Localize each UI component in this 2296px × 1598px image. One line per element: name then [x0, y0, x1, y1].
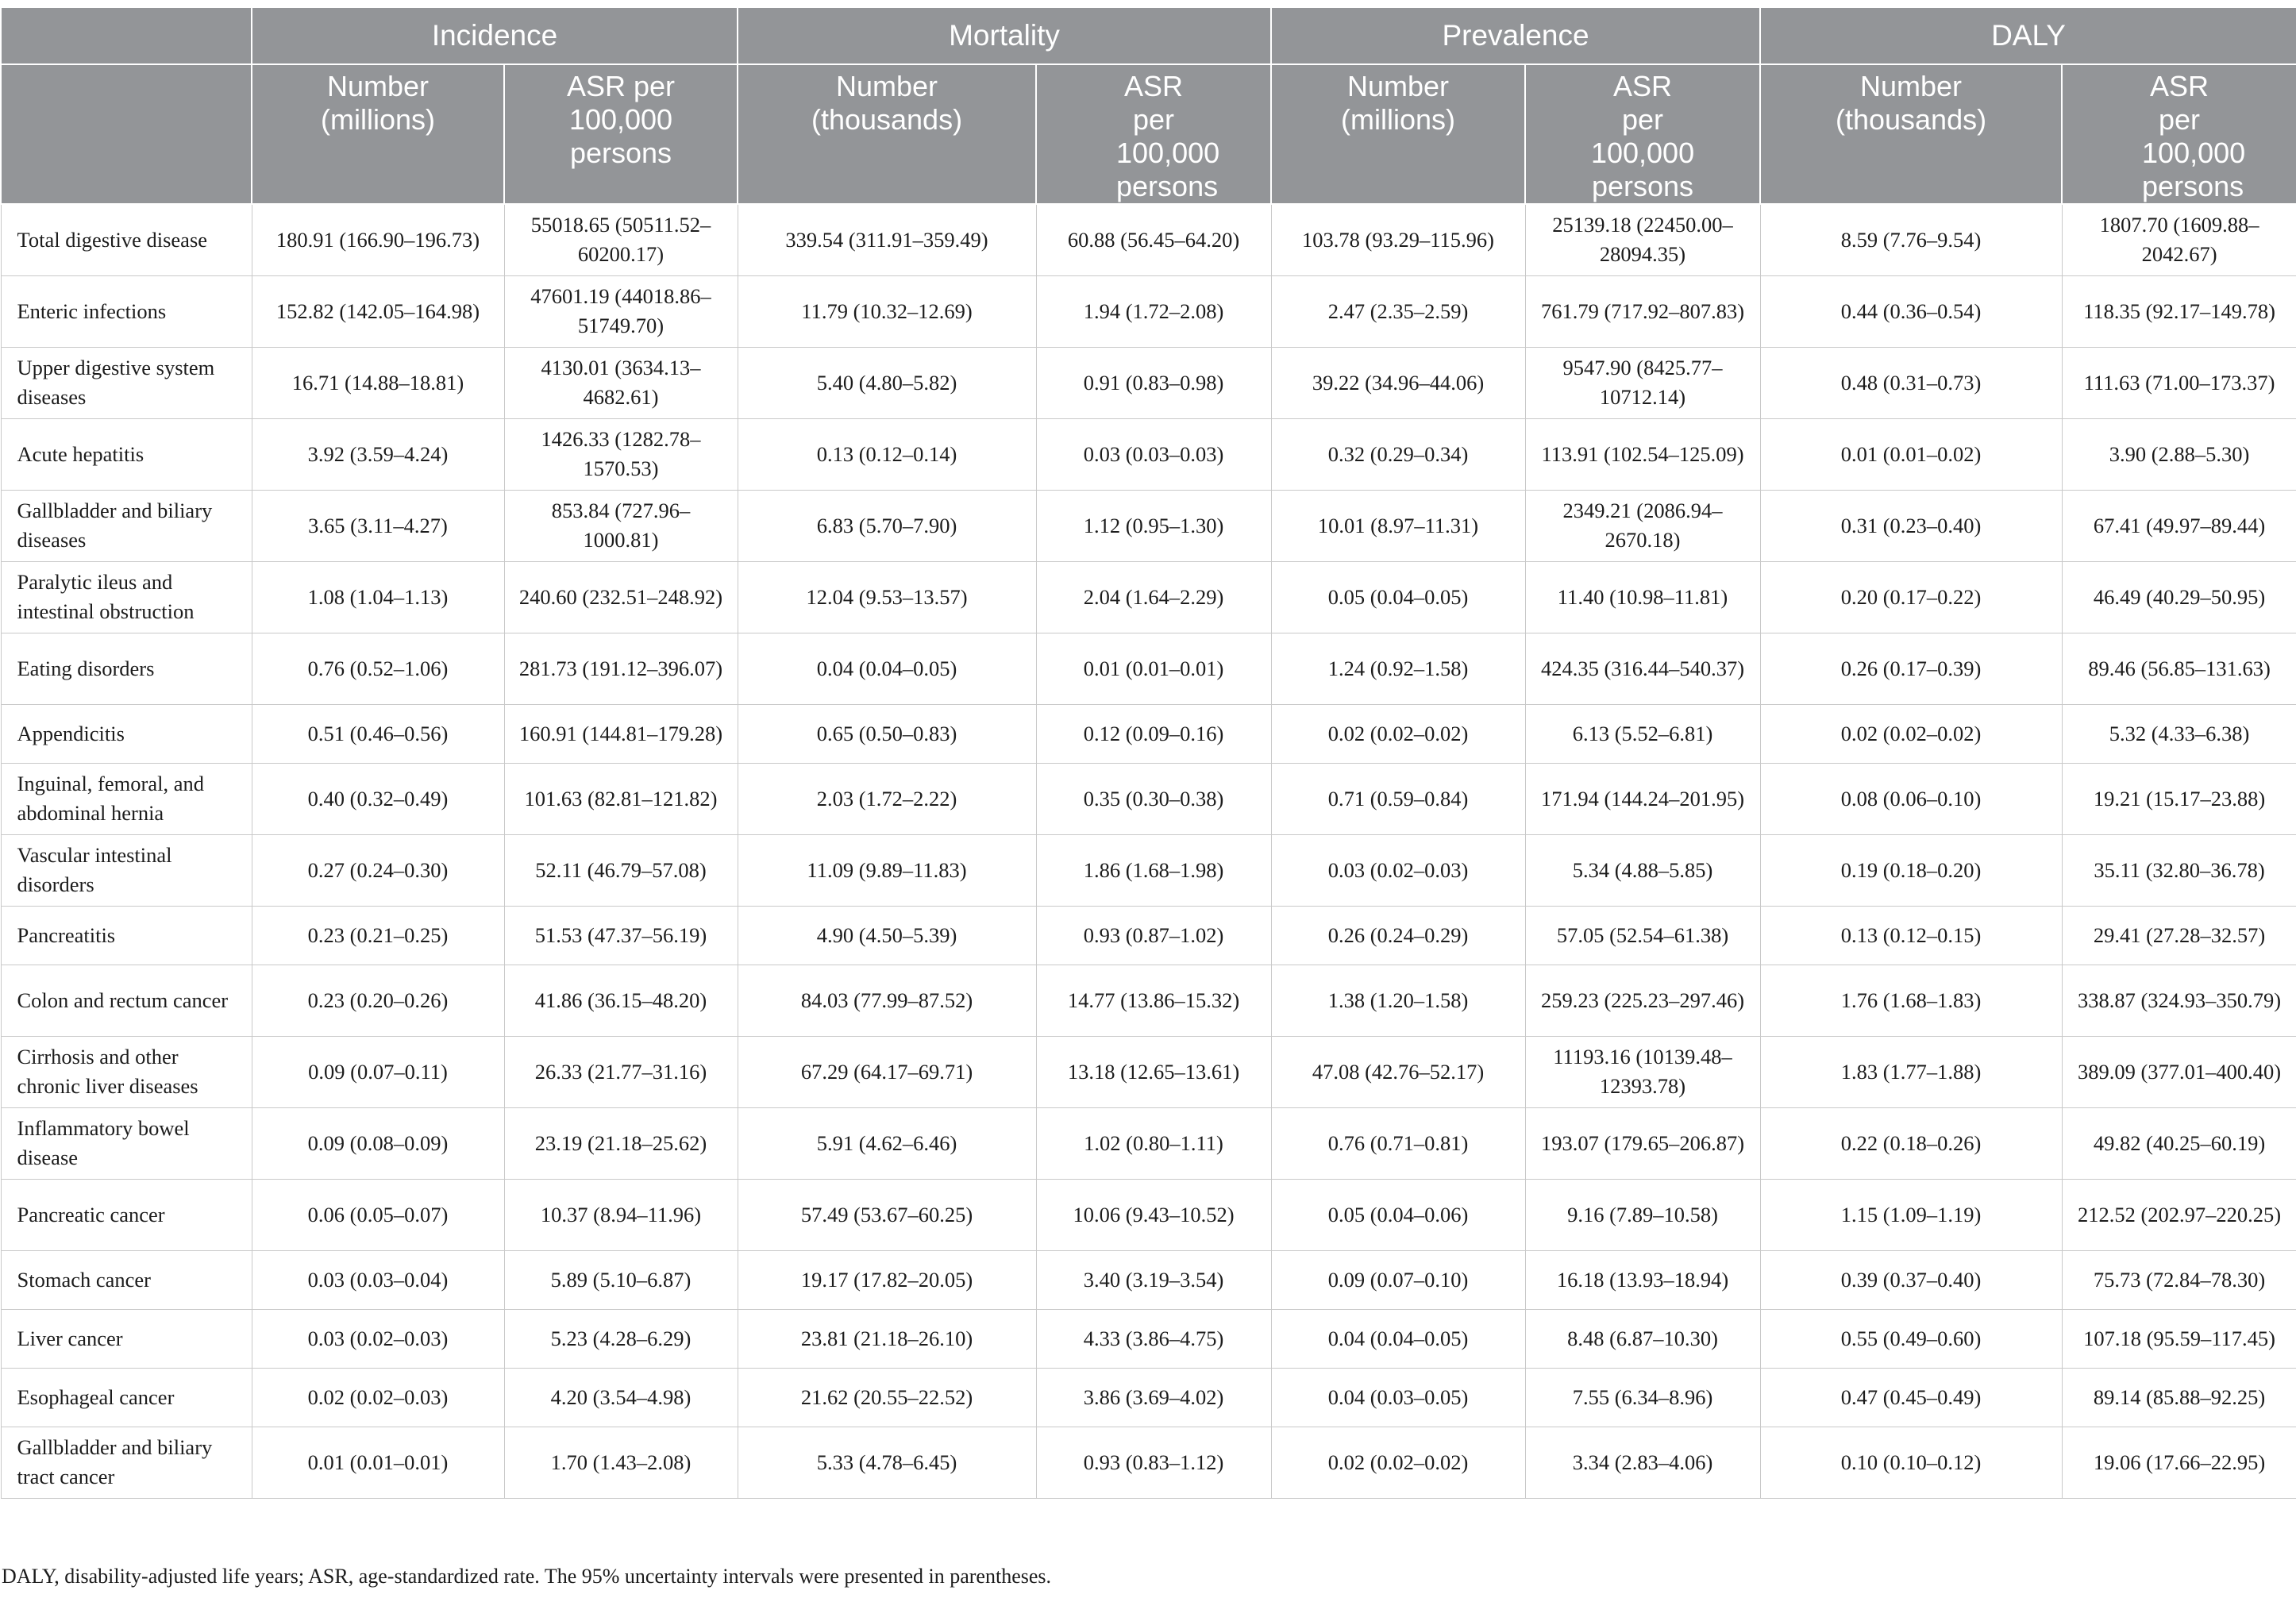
header-incidence-asr: ASR per 100,000 persons — [504, 64, 738, 204]
row-label: Inguinal, femoral, and abdominal hernia — [1, 763, 252, 834]
row-label: Pancreatitis — [1, 906, 252, 965]
table-cell: 0.23 (0.21–0.25) — [252, 906, 504, 965]
header-mortality-asr: ASR per 100,000 persons — [1036, 64, 1271, 204]
table-cell: 0.01 (0.01–0.01) — [1036, 633, 1271, 704]
table-row — [1, 418, 2296, 490]
table-cell: 0.23 (0.20–0.26) — [252, 965, 504, 1036]
table-row — [1, 704, 2296, 763]
table-cell: 6.13 (5.52–6.81) — [1525, 704, 1760, 763]
table-cell: 0.13 (0.12–0.14) — [738, 418, 1036, 490]
table-cell: 0.39 (0.37–0.40) — [1760, 1250, 2062, 1309]
table-cell: 152.82 (142.05–164.98) — [252, 275, 504, 347]
table-cell: 0.32 (0.29–0.34) — [1271, 418, 1525, 490]
table-cell: 180.91 (166.90–196.73) — [252, 204, 504, 275]
table-cell: 0.09 (0.07–0.10) — [1271, 1250, 1525, 1309]
table-cell: 49.82 (40.25–60.19) — [2062, 1107, 2296, 1179]
row-label: Inflammatory bowel disease — [1, 1107, 252, 1179]
table-cell: 0.04 (0.04–0.05) — [738, 633, 1036, 704]
header-daly: DALY — [1760, 7, 2296, 64]
table-cell: 5.32 (4.33–6.38) — [2062, 704, 2296, 763]
header-corner-sub — [1, 64, 252, 204]
table-row — [1, 347, 2296, 418]
table-cell: 0.22 (0.18–0.26) — [1760, 1107, 2062, 1179]
row-label: Paralytic ileus and intestinal obstruction — [1, 561, 252, 633]
table-cell: 0.04 (0.03–0.05) — [1271, 1368, 1525, 1427]
table-cell: 0.55 (0.49–0.60) — [1760, 1309, 2062, 1368]
table-row — [1, 1250, 2296, 1309]
table-cell: 0.10 (0.10–0.12) — [1760, 1427, 2062, 1498]
table-cell: 57.49 (53.67–60.25) — [738, 1179, 1036, 1250]
table-cell: 0.01 (0.01–0.02) — [1760, 418, 2062, 490]
table-cell: 0.47 (0.45–0.49) — [1760, 1368, 2062, 1427]
row-label: Appendicitis — [1, 704, 252, 763]
table-row — [1, 275, 2296, 347]
table-cell: 1807.70 (1609.88–2042.67) — [2062, 204, 2296, 275]
table-cell: 1.02 (0.80–1.11) — [1036, 1107, 1271, 1179]
table-row — [1, 561, 2296, 633]
table-cell: 103.78 (93.29–115.96) — [1271, 204, 1525, 275]
table-cell: 5.89 (5.10–6.87) — [504, 1250, 738, 1309]
table-cell: 0.20 (0.17–0.22) — [1760, 561, 2062, 633]
row-label: Esophageal cancer — [1, 1368, 252, 1427]
table-row — [1, 490, 2296, 561]
table-cell: 0.48 (0.31–0.73) — [1760, 347, 2062, 418]
table-cell: 25139.18 (22450.00–28094.35) — [1525, 204, 1760, 275]
table-row — [1, 1036, 2296, 1107]
row-label: Acute hepatitis — [1, 418, 252, 490]
table-cell: 160.91 (144.81–179.28) — [504, 704, 738, 763]
table-cell: 5.23 (4.28–6.29) — [504, 1309, 738, 1368]
table-cell: 0.04 (0.04–0.05) — [1271, 1309, 1525, 1368]
table-cell: 84.03 (77.99–87.52) — [738, 965, 1036, 1036]
table-row — [1, 204, 2296, 275]
table-cell: 853.84 (727.96–1000.81) — [504, 490, 738, 561]
table-cell: 8.48 (6.87–10.30) — [1525, 1309, 1760, 1368]
table-row — [1, 906, 2296, 965]
table-cell: 5.40 (4.80–5.82) — [738, 347, 1036, 418]
table-cell: 0.09 (0.08–0.09) — [252, 1107, 504, 1179]
table-cell: 118.35 (92.17–149.78) — [2062, 275, 2296, 347]
digestive-disease-burden-table — [0, 6, 2296, 1499]
row-label: Colon and rectum cancer — [1, 965, 252, 1036]
table-cell: 0.93 (0.87–1.02) — [1036, 906, 1271, 965]
table-cell: 8.59 (7.76–9.54) — [1760, 204, 2062, 275]
row-label: Gallbladder and biliary diseases — [1, 490, 252, 561]
table-cell: 0.91 (0.83–0.98) — [1036, 347, 1271, 418]
table-cell: 0.02 (0.02–0.02) — [1271, 1427, 1525, 1498]
table-cell: 2.04 (1.64–2.29) — [1036, 561, 1271, 633]
table-cell: 11.79 (10.32–12.69) — [738, 275, 1036, 347]
table-cell: 26.33 (21.77–31.16) — [504, 1036, 738, 1107]
header-daly-number: Number (thousands) — [1760, 64, 2062, 204]
row-label: Enteric infections — [1, 275, 252, 347]
row-label: Vascular intestinal disorders — [1, 834, 252, 906]
table-row — [1, 1107, 2296, 1179]
table-cell: 761.79 (717.92–807.83) — [1525, 275, 1760, 347]
table-cell: 3.86 (3.69–4.02) — [1036, 1368, 1271, 1427]
table-cell: 5.91 (4.62–6.46) — [738, 1107, 1036, 1179]
table-cell: 12.04 (9.53–13.57) — [738, 561, 1036, 633]
table-cell: 0.26 (0.24–0.29) — [1271, 906, 1525, 965]
table-row — [1, 965, 2296, 1036]
table-cell: 424.35 (316.44–540.37) — [1525, 633, 1760, 704]
table-cell: 0.03 (0.02–0.03) — [1271, 834, 1525, 906]
header-incidence: Incidence — [252, 7, 738, 64]
table-cell: 47601.19 (44018.86–51749.70) — [504, 275, 738, 347]
table-cell: 240.60 (232.51–248.92) — [504, 561, 738, 633]
header-prevalence-number: Number (millions) — [1271, 64, 1525, 204]
table-cell: 0.65 (0.50–0.83) — [738, 704, 1036, 763]
table-cell: 39.22 (34.96–44.06) — [1271, 347, 1525, 418]
table-cell: 338.87 (324.93–350.79) — [2062, 965, 2296, 1036]
table-cell: 0.76 (0.71–0.81) — [1271, 1107, 1525, 1179]
table-cell: 10.37 (8.94–11.96) — [504, 1179, 738, 1250]
table-cell: 11.40 (10.98–11.81) — [1525, 561, 1760, 633]
table-cell: 51.53 (47.37–56.19) — [504, 906, 738, 965]
table-cell: 0.05 (0.04–0.05) — [1271, 561, 1525, 633]
row-label: Gallbladder and biliary tract cancer — [1, 1427, 252, 1498]
table-cell: 2.47 (2.35–2.59) — [1271, 275, 1525, 347]
table-cell: 21.62 (20.55–22.52) — [738, 1368, 1036, 1427]
table-cell: 13.18 (12.65–13.61) — [1036, 1036, 1271, 1107]
table-cell: 9547.90 (8425.77–10712.14) — [1525, 347, 1760, 418]
table-cell: 3.34 (2.83–4.06) — [1525, 1427, 1760, 1498]
table-row — [1, 1309, 2296, 1368]
table-cell: 0.03 (0.02–0.03) — [252, 1309, 504, 1368]
table-cell: 0.40 (0.32–0.49) — [252, 763, 504, 834]
row-label: Total digestive disease — [1, 204, 252, 275]
table-cell: 29.41 (27.28–32.57) — [2062, 906, 2296, 965]
table-cell: 55018.65 (50511.52–60200.17) — [504, 204, 738, 275]
table-cell: 14.77 (13.86–15.32) — [1036, 965, 1271, 1036]
table-cell: 10.06 (9.43–10.52) — [1036, 1179, 1271, 1250]
header-group-row — [1, 7, 2296, 64]
row-label: Pancreatic cancer — [1, 1179, 252, 1250]
table-cell: 1.86 (1.68–1.98) — [1036, 834, 1271, 906]
table-cell: 0.76 (0.52–1.06) — [252, 633, 504, 704]
table-cell: 11.09 (9.89–11.83) — [738, 834, 1036, 906]
table-body — [1, 204, 2296, 1498]
table-cell: 1.94 (1.72–2.08) — [1036, 275, 1271, 347]
table-cell: 3.92 (3.59–4.24) — [252, 418, 504, 490]
table-cell: 0.13 (0.12–0.15) — [1760, 906, 2062, 965]
table-cell: 2349.21 (2086.94–2670.18) — [1525, 490, 1760, 561]
header-mortality-number: Number (thousands) — [738, 64, 1036, 204]
table-cell: 7.55 (6.34–8.96) — [1525, 1368, 1760, 1427]
table-cell: 23.19 (21.18–25.62) — [504, 1107, 738, 1179]
table-cell: 4130.01 (3634.13–4682.61) — [504, 347, 738, 418]
table-row — [1, 763, 2296, 834]
table-cell: 0.12 (0.09–0.16) — [1036, 704, 1271, 763]
table-cell: 0.09 (0.07–0.11) — [252, 1036, 504, 1107]
table-cell: 1.83 (1.77–1.88) — [1760, 1036, 2062, 1107]
table-cell: 16.71 (14.88–18.81) — [252, 347, 504, 418]
table-cell: 5.33 (4.78–6.45) — [738, 1427, 1036, 1498]
table-cell: 75.73 (72.84–78.30) — [2062, 1250, 2296, 1309]
table-cell: 0.06 (0.05–0.07) — [252, 1179, 504, 1250]
row-label: Liver cancer — [1, 1309, 252, 1368]
table-cell: 1426.33 (1282.78–1570.53) — [504, 418, 738, 490]
table-cell: 1.76 (1.68–1.83) — [1760, 965, 2062, 1036]
table-row — [1, 834, 2296, 906]
table-cell: 0.03 (0.03–0.04) — [252, 1250, 504, 1309]
table-cell: 0.35 (0.30–0.38) — [1036, 763, 1271, 834]
table-cell: 113.91 (102.54–125.09) — [1525, 418, 1760, 490]
table-cell: 0.08 (0.06–0.10) — [1760, 763, 2062, 834]
table-cell: 35.11 (32.80–36.78) — [2062, 834, 2296, 906]
table-cell: 5.34 (4.88–5.85) — [1525, 834, 1760, 906]
table-cell: 1.08 (1.04–1.13) — [252, 561, 504, 633]
header-mortality: Mortality — [738, 7, 1271, 64]
header-daly-asr: ASR per 100,000 persons — [2062, 64, 2296, 204]
table-cell: 6.83 (5.70–7.90) — [738, 490, 1036, 561]
table-cell: 0.03 (0.03–0.03) — [1036, 418, 1271, 490]
table-cell: 1.70 (1.43–2.08) — [504, 1427, 738, 1498]
table-cell: 193.07 (179.65–206.87) — [1525, 1107, 1760, 1179]
table-cell: 67.29 (64.17–69.71) — [738, 1036, 1036, 1107]
table-row — [1, 633, 2296, 704]
table-cell: 259.23 (225.23–297.46) — [1525, 965, 1760, 1036]
table-cell: 0.51 (0.46–0.56) — [252, 704, 504, 763]
table-cell: 0.44 (0.36–0.54) — [1760, 275, 2062, 347]
table-cell: 19.21 (15.17–23.88) — [2062, 763, 2296, 834]
header-corner — [1, 7, 252, 64]
table-cell: 3.65 (3.11–4.27) — [252, 490, 504, 561]
table-cell: 4.90 (4.50–5.39) — [738, 906, 1036, 965]
table-cell: 47.08 (42.76–52.17) — [1271, 1036, 1525, 1107]
table-cell: 389.09 (377.01–400.40) — [2062, 1036, 2296, 1107]
table-cell: 1.15 (1.09–1.19) — [1760, 1179, 2062, 1250]
table-cell: 339.54 (311.91–359.49) — [738, 204, 1036, 275]
table-cell: 4.20 (3.54–4.98) — [504, 1368, 738, 1427]
table-cell: 0.93 (0.83–1.12) — [1036, 1427, 1271, 1498]
table-footnote: DALY, disability-adjusted life years; ASR, age-standardized rate. The 95% uncertainty intervals were presented in parentheses. — [2, 1565, 1052, 1588]
row-label: Eating disorders — [1, 633, 252, 704]
table-cell: 0.31 (0.23–0.40) — [1760, 490, 2062, 561]
table-cell: 0.26 (0.17–0.39) — [1760, 633, 2062, 704]
table-cell: 212.52 (202.97–220.25) — [2062, 1179, 2296, 1250]
table-cell: 60.88 (56.45–64.20) — [1036, 204, 1271, 275]
table-cell: 0.05 (0.04–0.06) — [1271, 1179, 1525, 1250]
table-cell: 10.01 (8.97–11.31) — [1271, 490, 1525, 561]
table-cell: 111.63 (71.00–173.37) — [2062, 347, 2296, 418]
row-label: Stomach cancer — [1, 1250, 252, 1309]
table-cell: 46.49 (40.29–50.95) — [2062, 561, 2296, 633]
table-cell: 281.73 (191.12–396.07) — [504, 633, 738, 704]
table-cell: 0.02 (0.02–0.02) — [1760, 704, 2062, 763]
table-cell: 2.03 (1.72–2.22) — [738, 763, 1036, 834]
table-cell: 89.46 (56.85–131.63) — [2062, 633, 2296, 704]
header-prevalence: Prevalence — [1271, 7, 1760, 64]
table-cell: 1.24 (0.92–1.58) — [1271, 633, 1525, 704]
table-cell: 0.19 (0.18–0.20) — [1760, 834, 2062, 906]
table-cell: 0.02 (0.02–0.02) — [1271, 704, 1525, 763]
table-cell: 89.14 (85.88–92.25) — [2062, 1368, 2296, 1427]
table-cell: 3.40 (3.19–3.54) — [1036, 1250, 1271, 1309]
table-cell: 19.17 (17.82–20.05) — [738, 1250, 1036, 1309]
table-cell: 57.05 (52.54–61.38) — [1525, 906, 1760, 965]
table-cell: 9.16 (7.89–10.58) — [1525, 1179, 1760, 1250]
table-row — [1, 1368, 2296, 1427]
table-row — [1, 1427, 2296, 1498]
table-cell: 4.33 (3.86–4.75) — [1036, 1309, 1271, 1368]
table-cell: 3.90 (2.88–5.30) — [2062, 418, 2296, 490]
table-cell: 107.18 (95.59–117.45) — [2062, 1309, 2296, 1368]
table-cell: 1.12 (0.95–1.30) — [1036, 490, 1271, 561]
table-cell: 41.86 (36.15–48.20) — [504, 965, 738, 1036]
table-cell: 52.11 (46.79–57.08) — [504, 834, 738, 906]
header-prevalence-asr: ASR per 100,000 persons — [1525, 64, 1760, 204]
row-label: Cirrhosis and other chronic liver diseases — [1, 1036, 252, 1107]
table-cell: 0.02 (0.02–0.03) — [252, 1368, 504, 1427]
header-sub-row — [1, 64, 2296, 204]
table-cell: 19.06 (17.66–22.95) — [2062, 1427, 2296, 1498]
table-cell: 11193.16 (10139.48–12393.78) — [1525, 1036, 1760, 1107]
table-cell: 101.63 (82.81–121.82) — [504, 763, 738, 834]
table-cell: 67.41 (49.97–89.44) — [2062, 490, 2296, 561]
header-incidence-number: Number (millions) — [252, 64, 504, 204]
table-cell: 0.27 (0.24–0.30) — [252, 834, 504, 906]
row-label: Upper digestive system diseases — [1, 347, 252, 418]
table-cell: 16.18 (13.93–18.94) — [1525, 1250, 1760, 1309]
table-cell: 1.38 (1.20–1.58) — [1271, 965, 1525, 1036]
table-cell: 171.94 (144.24–201.95) — [1525, 763, 1760, 834]
table-row — [1, 1179, 2296, 1250]
table-cell: 0.71 (0.59–0.84) — [1271, 763, 1525, 834]
table-cell: 0.01 (0.01–0.01) — [252, 1427, 504, 1498]
table-cell: 23.81 (21.18–26.10) — [738, 1309, 1036, 1368]
